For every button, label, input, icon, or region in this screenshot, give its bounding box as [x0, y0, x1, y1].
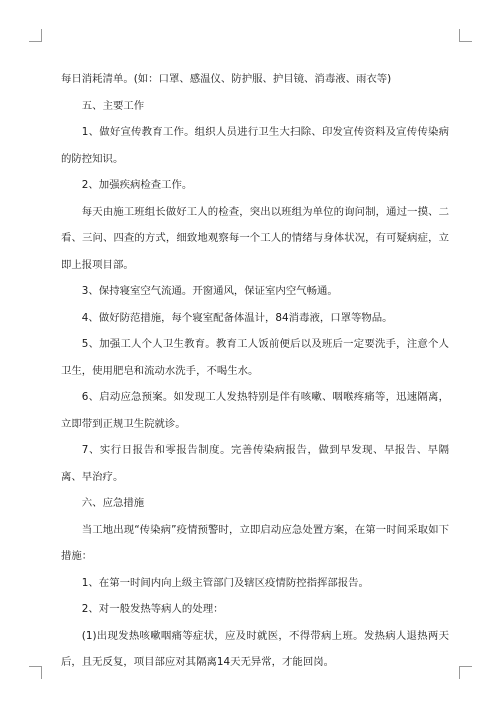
paragraph-emergency-2: 2、对一般发热等病人的处理：	[81, 603, 224, 615]
heading-main-work: 五、主要工作	[81, 99, 145, 112]
paragraph-item-6: 6、启动应急预案。如发现工人发热特别是伴有咳嗽、咽喉疼痛等，迅速隔离，立即带到正规卫生院就诊。	[61, 391, 449, 430]
heading-emergency-measures: 六、应急措施	[81, 497, 145, 509]
crop-mark-top-right	[459, 29, 472, 42]
paragraph-item-5: 5、加强工人个人卫生教育。教育工人饭前便后以及班后一定要洗手，注意个人卫生，使用肥皂和流动水洗手，不喝生水。	[61, 338, 449, 377]
paragraph-daily-check: 每天由施工班组长做好工人的检查，突出以班组为单位的询问制，通过一摸、二看、三问、四查的方式，细致地观察每一个工人的情绪与身体状况，有可疑病症，立即上报项目部。	[61, 205, 449, 271]
crop-mark-top-left	[29, 29, 42, 42]
paragraph-item-1: 1、做好宣传教育工作。组织人员进行卫生大扫除、印发宣传资料及宣传传染病的防控知识。	[61, 126, 449, 165]
paragraph-item-3: 3、保持寝室空气流通。开窗通风，保证室内空气畅通。	[81, 285, 338, 297]
paragraph-item-2: 2、加强疾病检查工作。	[81, 179, 193, 191]
paragraph-emergency-2-1: (1)出现发热咳嗽咽痛等症状，应及时就医，不得带病上班。发热病人退热两天后，且无反复，项目部应对其隔离14天无异常，才能回岗。	[61, 629, 449, 668]
crop-mark-bottom-right	[459, 666, 472, 679]
document-body	[61, 66, 449, 676]
paragraph-supply-list: 每日消耗清单。(如：口罩、感温仪、防护服、护目镜、消毒液、雨衣等)	[61, 73, 392, 85]
paragraph-item-4: 4、做好防范措施，每个寝室配备体温计，84消毒液，口罩等物品。	[81, 311, 393, 324]
paragraph-emergency-1: 1、在第一时间内向上级主管部门及辖区疫情防控指挥部报告。	[81, 576, 369, 589]
crop-mark-bottom-left	[29, 666, 42, 679]
paragraph-emergency-intro: 当工地出现“传染病”疫情预警时，立即启动应急处置方案，在第一时间采取如下措施：	[61, 523, 449, 562]
paragraph-item-7: 7、实行日报告和零报告制度。完善传染病报告，做到早发现、早报告、早隔离、早治疗。	[61, 444, 449, 483]
